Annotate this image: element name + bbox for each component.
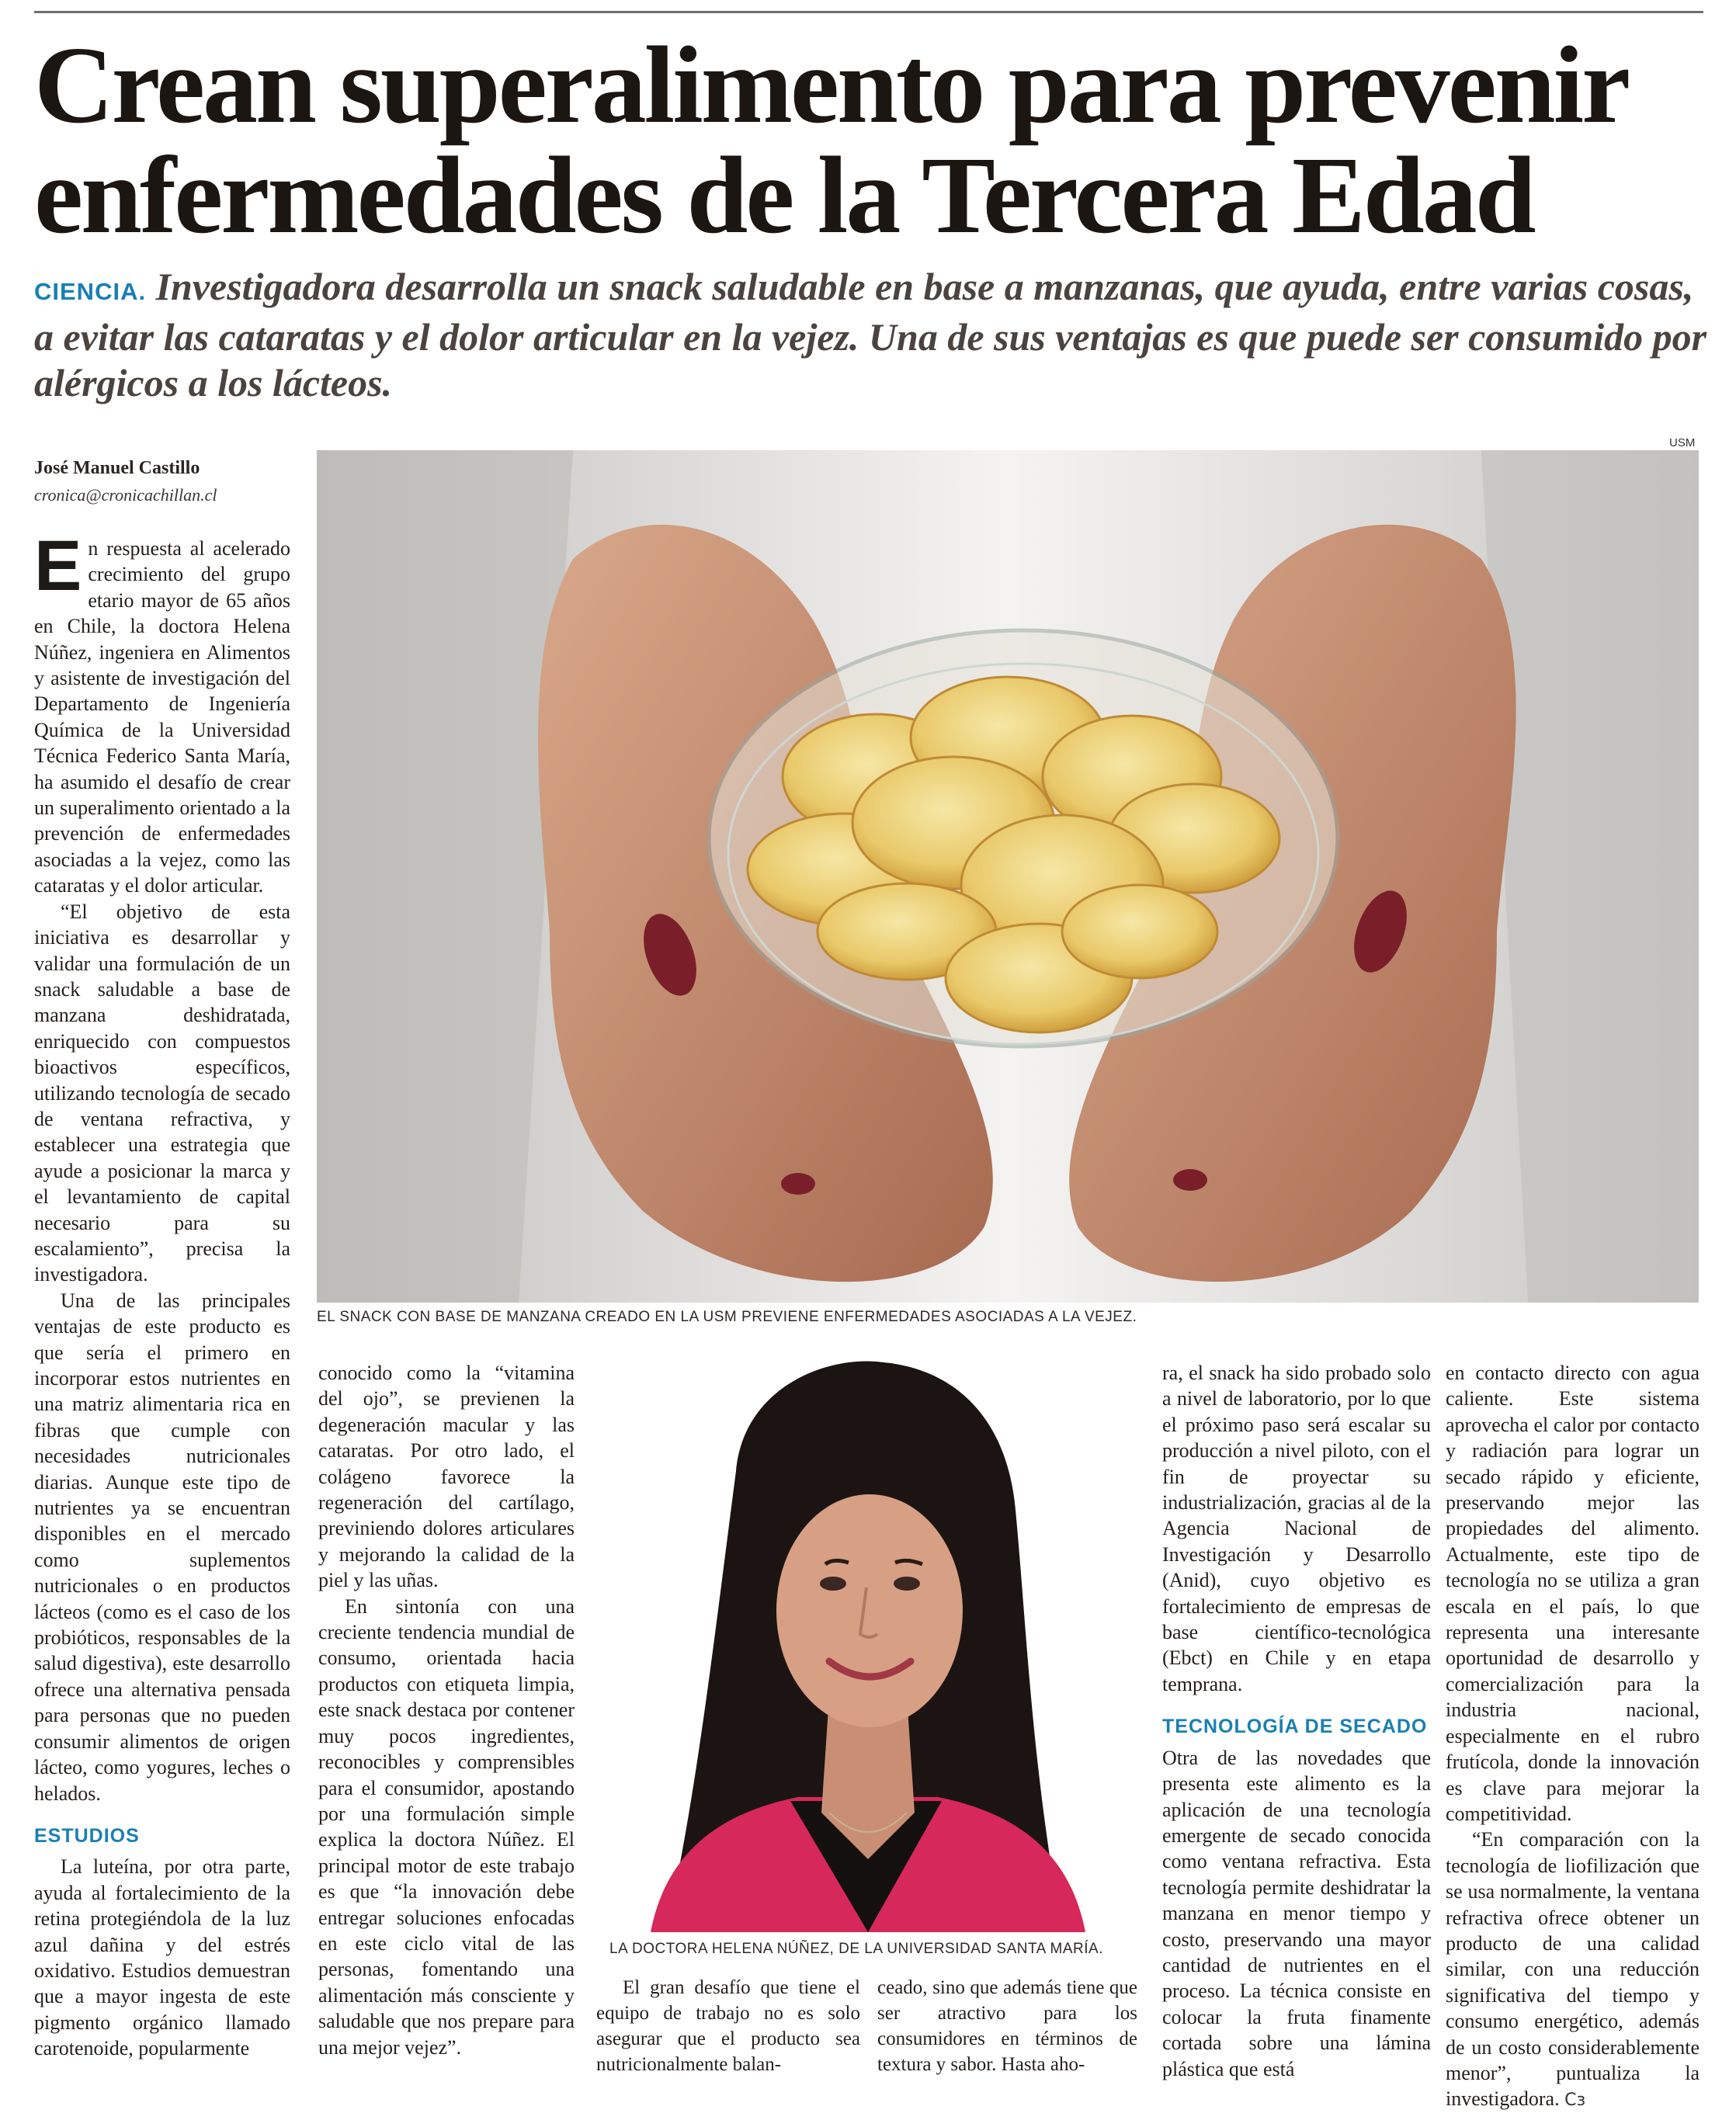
paragraph-6: En sintonía con una creciente tendencia mundial de consumo, orientada hacia productos con etiqueta limpia, este snack destaca por contener muy pocos ingredientes, reconocibles y comprensibles para el consumidor, apostando por una formulación simple explica la doctora Núñez. El principal motor de este trabajo es que “la innovación debe entregar soluciones enfocadas en este ciclo vital de las personas, fomentando una alimentación más consciente y saludable que nos prepare para una mejor vejez”. <box>318 1594 575 2059</box>
portrait-photo <box>596 1355 1137 1932</box>
body-column-1 <box>34 526 290 2096</box>
paragraph-12 <box>1446 1827 1700 2113</box>
paragraph-8: ceado, sino que además tiene que ser atractivo para los consumidores en términos de textura y sabor. Hasta aho- <box>877 1977 1137 2075</box>
headline-line-2: enfermedades de la Tercera Edad <box>34 134 1534 256</box>
paragraph-10: Otra de las novedades que presenta este alimento es la aplicación de una tecnología emergente de secado conocida como ventana refractiva. Esta tecnología permite deshidratar la manzana en menor tiempo y costo, preservando una mayor cantidad de nutrientes en el proceso. La técnica consiste en colocar la fruta finamente cortada sobre una lámina plástica que está <box>1162 1746 1431 2080</box>
paragraph-1 <box>34 526 290 899</box>
section-kicker: CIENCIA. <box>34 278 147 305</box>
subhead-estudios: ESTUDIOS <box>34 1824 140 1847</box>
top-rule <box>34 11 1703 13</box>
portrait-illustration <box>596 1355 1137 1932</box>
paragraph-5: conocido como la “vitamina del ojo”, se previenen la degeneración macular y las cataratas. Por otro lado, el colágeno favorece la regeneración del cartílago, previniendo dolores articulares y mejorando la calidad de la piel y las uñas. <box>318 1362 575 1592</box>
body-column-2 <box>318 1360 575 2060</box>
paragraph-2: “El objetivo de esta iniciativa es desarrollar y validar una formulación de un snack saludable a base de manzana deshidratada, enriquecido con compuestos bioactivos específicos, utilizando tecnología de secado de ventana refractiva, y establecer una estrategia que ayude a posicionar la marca y el levantamiento de capital necesario para su escalamiento”, precisa la investigadora. <box>34 900 290 1286</box>
deck <box>34 264 1711 406</box>
main-photo <box>317 450 1699 1303</box>
photo-credit: USM <box>1669 436 1696 449</box>
author-name: José Manuel Castillo <box>34 458 200 478</box>
paragraph-7: El gran desafío que tiene el equipo de trabajo no es solo asegurar que el producto sea nutricionalmente balan- <box>596 1977 860 2075</box>
portrait-caption: LA DOCTORA HELENA NÚÑEZ, DE LA UNIVERSIDAD SANTA MARÍA. <box>609 1941 1104 1957</box>
paragraph-12-text: “En comparación con la tecnología de liofilización que se usa normalmente, la ventana refractiva ofrece obtener un producto de una calidad similar, con una reducción significativa del tiempo y consumo energético, además de un costo considerablemente menor”, puntualiza la investigadora. <box>1446 1828 1700 2111</box>
headline-line-1: Crean superalimento para prevenir <box>34 23 1629 146</box>
deck-text: Investigadora desarrolla un snack saludable en base a manzanas, que ayuda, entre varias cosas, a evitar las cataratas y el dolor articular en la vejez. Una de sus ventajas es que puede ser consumido por alérgicos a los lácteos. <box>34 265 1707 404</box>
face <box>776 1494 963 1727</box>
subhead-tecnologia: TECNOLOGÍA DE SECADO <box>1162 1716 1428 1738</box>
paragraph-9: ra, el snack ha sido probado solo a nivel de laboratorio, por lo que el próximo paso será escalar su producción a nivel piloto, con el fin de proyectar su industrialización, gracias al de la Agencia Nacional de Investigación y Desarrollo (Anid), cuyo objetivo es fortalecimiento de empresas de base científico-tecnológica (Ebct) en Chile y en etapa temprana. <box>1162 1362 1431 1695</box>
body-column-3b <box>877 1975 1137 2077</box>
byline <box>34 458 217 505</box>
paragraph-4: La luteína, por otra parte, ayuda al fortalecimiento de la retina protegiéndola de la luz azul dañina y del estrés oxidativo. Estudios demuestran que a mayor ingesta de este pigmento orgánico llamado carotenoide, popularmente <box>34 1855 290 2060</box>
paragraph-11: en contacto directo con agua caliente. Este sistema aprovecha el calor por contacto y radiación para lograr un secado rápido y eficiente, preservando mejor las propiedades del alimento. Actualmente, este tipo de tecnología no se utiliza a gran escala en el país, lo que representa una interesante oportunidad de desarrollo y comercialización para la industria nacional, especialmente en el rubro frutícola, donde la innovación es clave para mejorar la competitividad. <box>1446 1362 1700 1825</box>
body-column-4 <box>1162 1360 1431 2082</box>
main-photo-illustration <box>317 450 1699 1303</box>
paragraph-3: Una de las principales ventajas de este producto es que sería el primero en incorporar estos nutrientes en una matriz alimentaria rica en fibras que cumple con necesidades nutricionales diarias. Aunque este tipo de nutrientes ya se encuentran disponibles en el mercado como suplementos nutricionales o en productos lácteos (como es el caso de los probióticos, responsables de la salud digestiva), este desarrollo ofrece una alternativa pensada para personas que no pueden consumir alimentos de origen lácteo, como yogures, leches o helados. <box>34 1289 290 1805</box>
main-photo-caption: EL SNACK CON BASE DE MANZANA CREADO EN LA USM PREVIENE ENFERMEDADES ASOCIADAS A LA VEJEZ. <box>317 1309 1137 1325</box>
body-column-3a <box>596 1975 860 2077</box>
end-mark-icon: Cз <box>1564 2091 1586 2111</box>
drop-cap: E <box>34 526 82 605</box>
paragraph-1-text: n respuesta al acelerado crecimiento del grupo etario mayor de 65 años en Chile, la doctora Helena Núñez, ingeniera en Alimentos y asistente de investigación del Departamento de Ingeniería Química de la Universidad Técnica Federico Santa María, ha asumido el desafío de crear un superalimento orientado a la prevención de enfermedades asociadas a la vejez, como las cataratas y el dolor articular. <box>34 537 290 897</box>
author-email[interactable]: cronica@cronicachillan.cl <box>34 485 217 505</box>
body-column-5 <box>1446 1360 1700 2114</box>
headline <box>34 23 1711 256</box>
